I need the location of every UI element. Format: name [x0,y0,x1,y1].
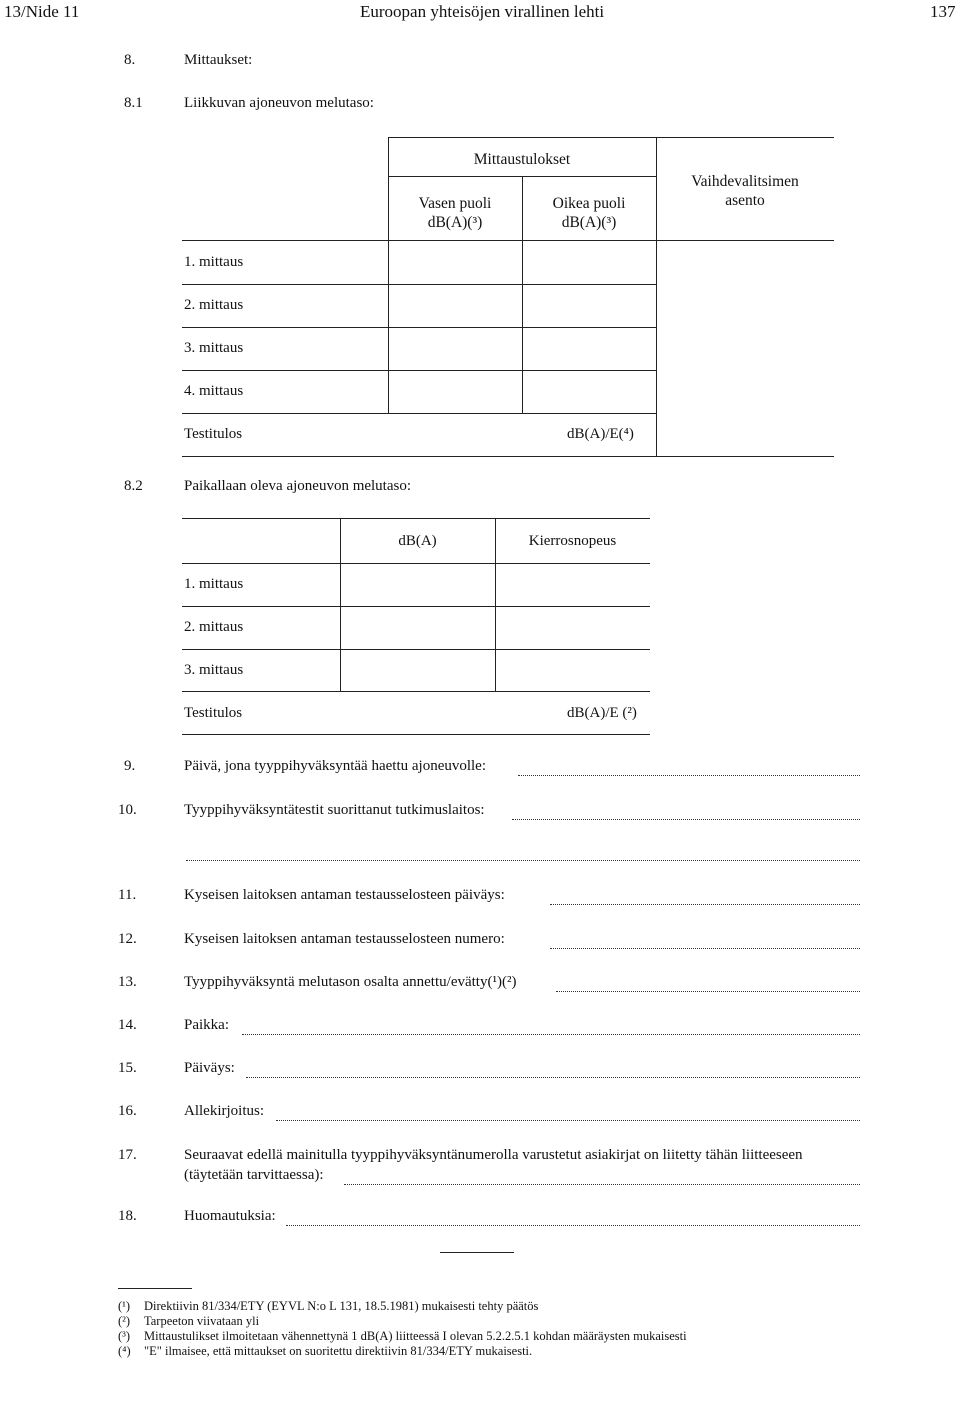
header-journal-title: Euroopan yhteisöjen virallinen lehti [360,2,605,21]
fill-in-line [186,860,860,861]
item-number: 16. [118,1103,137,1119]
fill-in-line [518,775,860,776]
header-volume: 13/Nide 11 [4,2,80,21]
fill-in-line [550,904,860,905]
column-gear-position-2: asento [725,192,765,209]
table-row-label: 2. mittaus [184,619,244,635]
table-row-label: 4. mittaus [184,383,244,399]
result-unit: dB(A)/E (²) [567,705,637,721]
column-group-results: Mittaustulokset [473,151,571,168]
result-unit: dB(A)/E(⁴) [567,426,634,442]
table-rule [182,456,834,457]
section-8-number: 8. [124,52,136,68]
table-rule [182,284,656,285]
column-gear-position: Vaihdevalitsimen [691,173,799,190]
table-rule [182,370,656,371]
footnote-text: Mittaustulikset ilmoitetaan vähennettynä 1 dB(A) liitteessä I olevan 5.2.2.5.1 kohdan määräysten mukaisesti [144,1329,687,1343]
item-number: 17. [118,1147,137,1163]
footnote-mark: (⁴) [118,1344,131,1358]
table-rule [182,413,656,414]
item-text: Allekirjoitus: [184,1103,264,1119]
column-right-side: Oikea puoli [552,195,626,212]
item-number: 9. [124,758,136,774]
fill-in-line [276,1120,860,1121]
item-text: Kyseisen laitoksen antaman testausselosteen numero: [184,931,505,947]
fill-in-line [550,948,860,949]
result-label: Testitulos [184,426,243,442]
section-81-label: Liikkuvan ajoneuvon melutaso: [184,95,374,111]
table-rule [182,518,650,519]
fill-in-line [344,1184,860,1185]
table-rule [182,327,656,328]
table-rule [182,734,650,735]
table-rule [388,137,834,138]
item-number: 12. [118,931,137,947]
item-number: 11. [118,887,137,903]
section-81-number: 8.1 [124,95,143,111]
item-number: 18. [118,1208,137,1224]
item-text: Huomautuksia: [184,1208,276,1224]
header-page-number: 137 [930,2,956,21]
footnote-mark: (²) [118,1314,131,1328]
table-row-label: 2. mittaus [184,297,244,313]
column-left-unit: dB(A)(³) [427,214,483,231]
footnote-rule [118,1288,192,1289]
fill-in-line [242,1034,860,1035]
table-rule [182,606,650,607]
section-82-number: 8.2 [124,478,143,494]
fill-in-line [556,991,860,992]
table-rule [182,563,650,564]
item-text: Seuraavat edellä mainitulla tyyppihyväksyntänumerolla varustetut asiakirjat on liitetty tähän liitteeseen [184,1147,803,1163]
item-text: Paikka: [184,1017,229,1033]
fill-in-line [512,819,860,820]
table-row-label: 3. mittaus [184,340,244,356]
footnote-mark: (³) [118,1329,131,1343]
footnote-text: "E" ilmaisee, että mittaukset on suoritettu direktiivin 81/334/ETY mukaisesti. [144,1344,533,1358]
item-text: Tyyppihyväksyntä melutason osalta annettu/evätty(¹)(²) [184,974,517,990]
result-label: Testitulos [184,705,243,721]
item-text: Päiväys: [184,1060,235,1076]
column-db: dB(A) [398,533,437,549]
item-text: Kyseisen laitoksen antaman testausselosteen päiväys: [184,887,505,903]
column-left-side: Vasen puoli [418,195,492,212]
fill-in-line [246,1077,860,1078]
column-right-unit: dB(A)(³) [561,214,617,231]
section-8-label: Mittaukset: [184,52,253,68]
item-number: 14. [118,1017,137,1033]
item-text-continued: (täytetään tarvittaessa): [184,1167,324,1183]
table-row-label: 1. mittaus [184,254,244,270]
table-rule [182,649,650,650]
footnote-mark: (¹) [118,1299,131,1313]
table-row-label: 1. mittaus [184,576,244,592]
fill-in-line [286,1225,860,1226]
item-text: Tyyppihyväksyntätestit suorittanut tutkimuslaitos: [184,802,485,818]
section-82-label: Paikallaan oleva ajoneuvon melutaso: [184,478,412,494]
item-number: 13. [118,974,137,990]
footnote-text: Direktiivin 81/334/ETY (EYVL N:o L 131, 18.5.1981) mukaisesti tehty päätös [144,1299,539,1313]
table-rule [182,240,834,241]
item-text: Päivä, jona tyyppihyväksyntää haettu ajoneuvolle: [184,758,487,774]
section-separator [440,1252,514,1253]
item-number: 15. [118,1060,137,1076]
table-row-label: 3. mittaus [184,662,244,678]
column-rpm: Kierrosnopeus [528,533,617,549]
table-rule [182,691,650,692]
table-rule [388,137,389,413]
item-number: 10. [118,802,137,818]
footnote-text: Tarpeeton viivataan yli [144,1314,260,1328]
